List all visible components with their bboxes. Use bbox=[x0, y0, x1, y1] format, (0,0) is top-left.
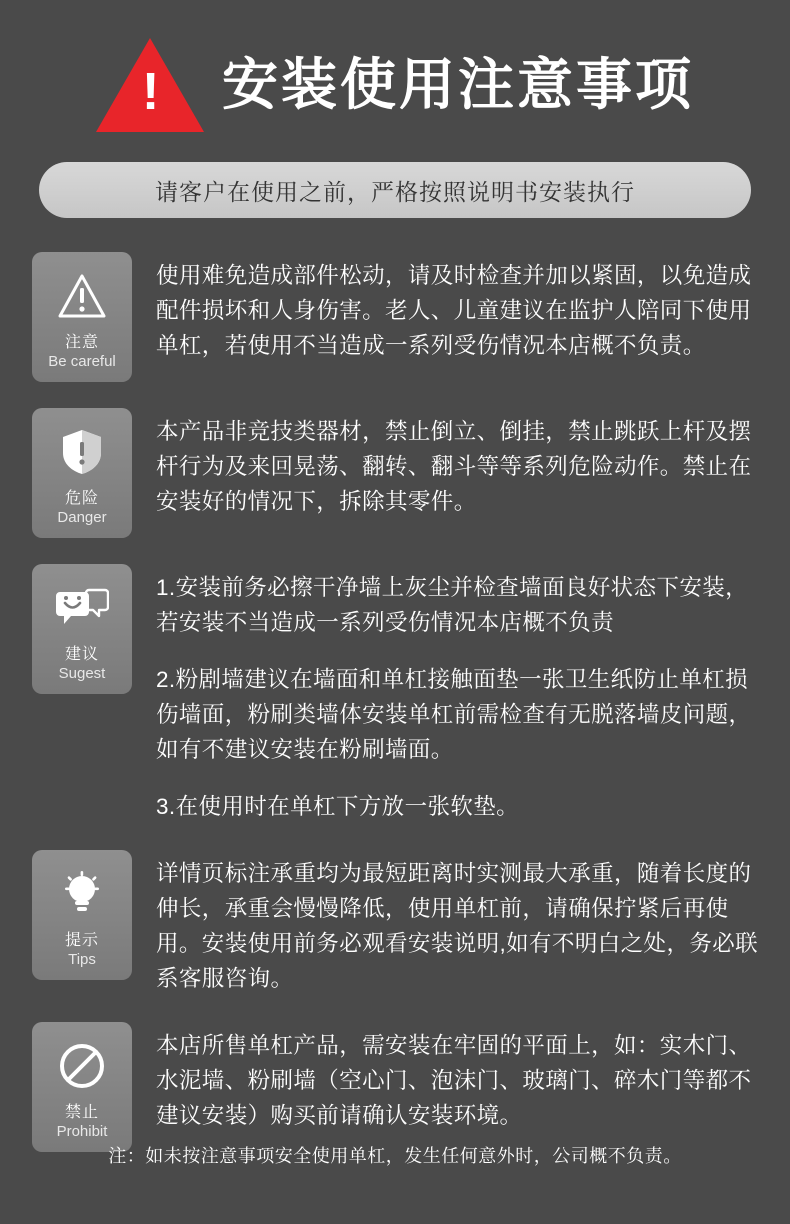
section-body-tips bbox=[156, 850, 764, 996]
footer-note: 注：如未按注意事项安全使用单杠，发生任何意外时，公司概不负责。 bbox=[108, 1146, 682, 1166]
badge-suggest bbox=[32, 564, 132, 694]
subtitle-text: 请客户在使用之前，严格按照说明书安装执行 bbox=[155, 178, 635, 205]
badge-label-cn: 注意 bbox=[64, 334, 99, 351]
exclamation-mark: ! bbox=[142, 63, 160, 121]
section-body-careful bbox=[156, 252, 764, 363]
badge-label-en: Tips bbox=[68, 951, 96, 968]
badge-careful bbox=[32, 252, 132, 382]
lightbulb-icon bbox=[62, 865, 102, 923]
subtitle-bar bbox=[39, 162, 751, 218]
badge-danger bbox=[32, 408, 132, 538]
section-body-suggest bbox=[156, 564, 764, 824]
section-body-danger bbox=[156, 408, 764, 519]
badge-tips bbox=[32, 850, 132, 980]
badge-label-cn: 危险 bbox=[64, 490, 99, 507]
badge-label-en: Danger bbox=[57, 509, 107, 526]
speech-bubble-icon bbox=[55, 579, 109, 637]
notice-section-tips bbox=[32, 850, 764, 996]
paragraph: 使用难免造成部件松动，请及时检查并加以紧固，以免造成配件损坏和人身伤害。老人、儿童建议在监护人陪同下使用单杠，若使用不当造成一系列受伤情况本店概不负责。 bbox=[156, 263, 752, 358]
notice-section-danger bbox=[32, 408, 764, 538]
badge-label-en: Sugest bbox=[58, 665, 106, 682]
badge-label-cn: 提示 bbox=[64, 932, 99, 949]
page-footer bbox=[0, 1142, 790, 1168]
page-header bbox=[0, 0, 790, 132]
badge-label-en: Prohibit bbox=[56, 1123, 108, 1140]
badge-label-cn: 禁止 bbox=[64, 1104, 99, 1121]
notice-section-prohibit bbox=[32, 1022, 764, 1152]
exclamation-triangle-icon bbox=[58, 267, 106, 325]
paragraph: 2.粉剧墙建议在墙面和单杠接触面垫一张卫生纸防止单杠损伤墙面，粉刷类墙体安装单杠前需检查有无脱落墙皮问题，如有不建议安装在粉刷墙面。 bbox=[156, 667, 752, 762]
notice-section-suggest bbox=[32, 564, 764, 824]
paragraph: 本产品非竞技类器材，禁止倒立、倒挂，禁止跳跃上杆及摆杆行为及来回晃荡、翻转、翻斗等等系列危险动作。禁止在安装好的情况下，拆除其零件。 bbox=[156, 419, 752, 514]
prohibition-icon bbox=[59, 1037, 105, 1095]
badge-label-cn: 建议 bbox=[64, 646, 99, 663]
badge-label-en: Be careful bbox=[48, 353, 116, 370]
paragraph: 3.在使用时在单杠下方放一张软垫。 bbox=[156, 794, 520, 819]
shield-icon bbox=[60, 423, 104, 481]
page-title: 安装使用注意事项 bbox=[222, 53, 694, 116]
section-body-prohibit bbox=[156, 1022, 764, 1133]
paragraph: 详情页标注承重均为最短距离时实测最大承重，随着长度的伸长，承重会慢慢降低，使用单杠前，请确保拧紧后再使用。安装使用前务必观看安装说明,如有不明白之处，务必联系客服咨询。 bbox=[156, 861, 759, 991]
notice-section-careful bbox=[32, 252, 764, 382]
notice-sections bbox=[0, 252, 790, 1152]
badge-prohibit bbox=[32, 1022, 132, 1152]
warning-triangle-icon bbox=[96, 38, 204, 132]
paragraph: 1.安装前务必擦干净墙上灰尘并检查墙面良好状态下安装，若安装不当造成一系列受伤情况本店概不负责 bbox=[156, 575, 749, 635]
paragraph: 本店所售单杠产品，需安装在牢固的平面上，如：实木门、水泥墙、粉刷墙（空心门、泡沫门、玻璃门、碎木门等都不建议安装）购买前请确认安装环境。 bbox=[156, 1033, 752, 1128]
